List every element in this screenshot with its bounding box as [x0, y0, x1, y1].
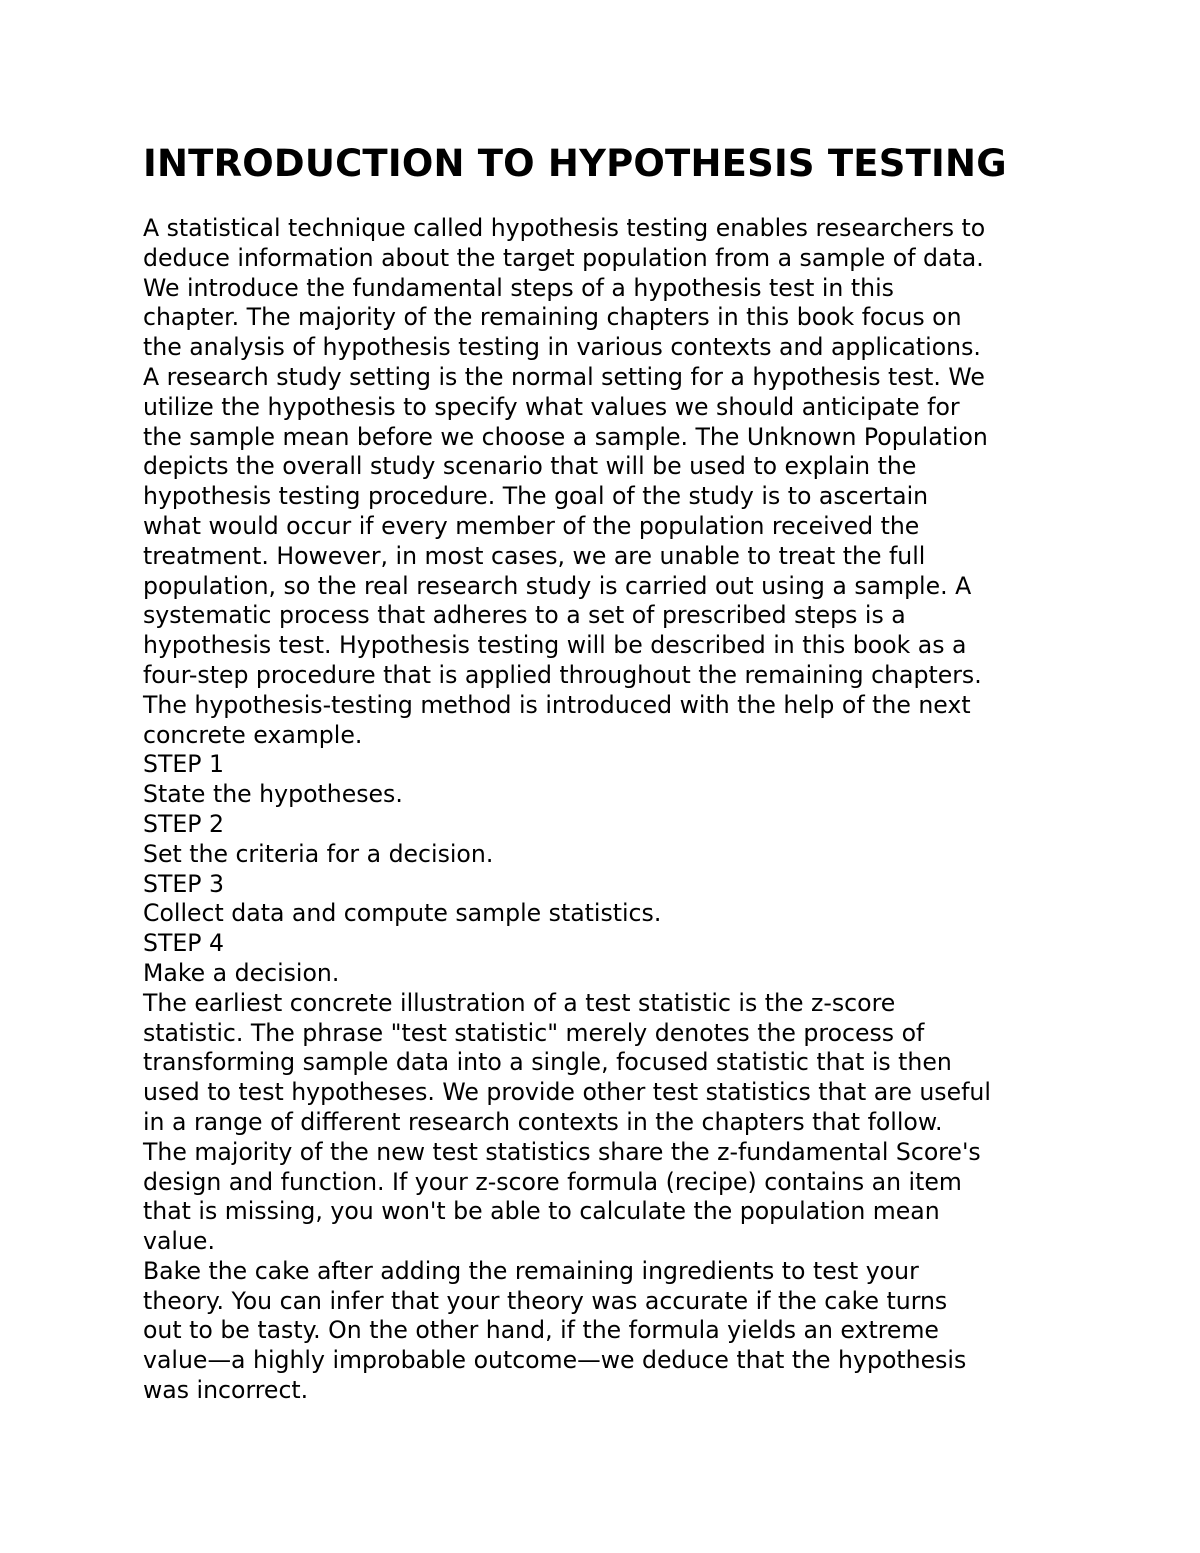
text-line: STEP 3: [143, 869, 225, 898]
text-line: hypothesis testing procedure. The goal of the study is to ascertain: [143, 482, 929, 511]
text-line: The majority of the new test statistics share the z-fundamental Score's: [143, 1137, 981, 1166]
document-content: [143, 142, 1083, 1406]
text-line: used to test hypotheses. We provide other test statistics that are useful: [143, 1078, 991, 1107]
text-line: what would occur if every member of the population received the: [143, 511, 920, 540]
text-line: A research study setting is the normal setting for a hypothesis test. We: [143, 362, 985, 391]
text-line: depicts the overall study scenario that will be used to explain the: [143, 452, 917, 481]
text-line: STEP 4: [143, 929, 225, 958]
text-line: theory. You can infer that your theory was accurate if the cake turns: [143, 1286, 948, 1315]
text-line: in a range of different research contexts in the chapters that follow.: [143, 1107, 943, 1136]
text-line: the sample mean before we choose a sample. The Unknown Population: [143, 422, 988, 451]
text-line: that is missing, you won't be able to calculate the population mean: [143, 1197, 940, 1226]
text-line: value—a highly improbable outcome—we deduce that the hypothesis: [143, 1346, 967, 1375]
text-line: population, so the real research study is carried out using a sample. A: [143, 571, 972, 600]
text-line: Collect data and compute sample statistics.: [143, 899, 662, 928]
text-line: treatment. However, in most cases, we are unable to treat the full: [143, 541, 926, 570]
text-line: We introduce the fundamental steps of a hypothesis test in this: [143, 273, 894, 302]
text-line: was incorrect.: [143, 1376, 309, 1405]
body-text: [143, 214, 1083, 1406]
text-line: Make a decision.: [143, 958, 340, 987]
text-line: State the hypotheses.: [143, 780, 403, 809]
text-line: value.: [143, 1227, 215, 1256]
text-line: design and function. If your z-score formula (recipe) contains an item: [143, 1167, 962, 1196]
text-line: The earliest concrete illustration of a test statistic is the z-score: [143, 988, 896, 1017]
text-line: A statistical technique called hypothesis testing enables researchers to: [143, 214, 986, 242]
text-line: STEP 1: [143, 750, 225, 779]
text-line: hypothesis test. Hypothesis testing will be described in this book as a: [143, 631, 967, 660]
text-line: the analysis of hypothesis testing in various contexts and applications.: [143, 333, 981, 362]
text-line: out to be tasty. On the other hand, if the formula yields an extreme: [143, 1316, 939, 1345]
text-line: deduce information about the target population from a sample of data.: [143, 243, 984, 272]
text-line: The hypothesis-testing method is introduced with the help of the next: [143, 690, 971, 719]
text-line: utilize the hypothesis to specify what values we should anticipate for: [143, 392, 960, 421]
text-line: concrete example.: [143, 720, 363, 749]
text-line: statistic. The phrase "test statistic" merely denotes the process of: [143, 1018, 925, 1047]
text-line: Bake the cake after adding the remaining ingredients to test your: [143, 1256, 919, 1285]
page-title: INTRODUCTION TO HYPOTHESIS TESTING: [143, 142, 1007, 185]
text-line: transforming sample data into a single, focused statistic that is then: [143, 1048, 952, 1077]
text-line: chapter. The majority of the remaining chapters in this book focus on: [143, 303, 962, 332]
text-line: four-step procedure that is applied throughout the remaining chapters.: [143, 660, 982, 689]
text-line: STEP 2: [143, 809, 225, 838]
text-line: Set the criteria for a decision.: [143, 839, 494, 868]
text-line: systematic process that adheres to a set of prescribed steps is a: [143, 601, 906, 630]
